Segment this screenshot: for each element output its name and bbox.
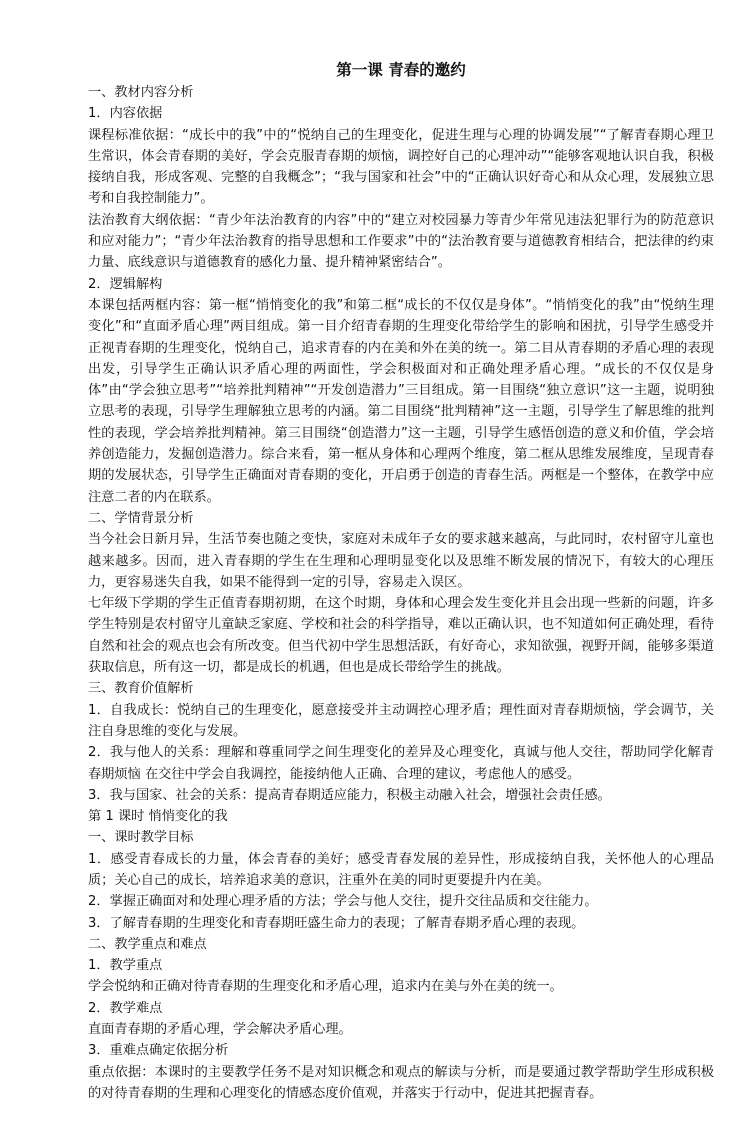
sub-heading: 1．内容依据 [88,106,163,122]
paragraph: 3．我与国家、社会的关系：提高青春期适应能力，积极主动融入社会，增强社会责任感。 [88,787,611,803]
paragraph: 直面青春期的矛盾心理，学会解决矛盾心理。 [88,1022,352,1038]
paragraph: 3．了解青春期的生理变化和青春期旺盛生命力的表现；了解青春期矛盾心理的表现。 [88,915,585,931]
paragraph: 法治教育大纲依据：“青少年法治教育的内容”中的“建立对校园暴力等青少年常见违法犯罪行为的防范意识和应对能力”；“青少年法治教育的指导思想和工作要求”中的“法治教育要与道德教育相结合，把法律的约束力量、底线意识与道德教育的感化力量、提升精神紧密结合”。 [88,212,714,271]
paragraph: 重点依据：本课时的主要教学任务不是对知识概念和观点的解读与分析，而是要通过教学帮助学生形成积极的对待青春期的生理和心理变化的情感态度价值观，并落实于行动中，促进其把握青春。 [88,1064,714,1101]
paragraph: 1．自我成长：悦纳自己的生理变化，愿意接受并主动调控心理矛盾；理性面对青春期烦恼，学会调节，关注自身思维的变化与发展。 [88,702,714,739]
sub-heading: 2．逻辑解构 [88,276,163,292]
section-heading: 二、教学重点和难点 [88,936,207,952]
sub-heading: 1．教学重点 [88,958,163,974]
document-page [88,58,714,1104]
paragraph: 本课包括两框内容：第一框“悄悄变化的我”和第二框“成长的不仅仅是身体”。“悄悄变化的我”由“悦纳生理变化”和“直面矛盾心理”两目组成。第一目介绍青春期的生理变化带给学生的影响和困扰，引导学生感受并正视青春期的生理变化，悦纳自己，追求青春的内在美和外在美的统一。第二目从青春期的矛盾心理的表现出发，引导学生正确认识矛盾心理的两面性，学会积极面对和正确处理矛盾心理。“成长的不仅仅是身体”由“学会独立思考”“培养批判精神”“开发创造潜力”三目组成。第一目围绕“独立意识”这一主题，说明独立思考的表现，引导学生理解独立思考的内涵。第二目围绕“批判精神”这一主题，引导学生了解思维的批判性的表现，学会培养批判精神。第三目围绕“创造潜力”这一主题，引导学生感悟创造的意义和价值，学会培养创造能力，发掘创造潜力。综合来看，第一框从身体和心理两个维度，第二框从思维发展维度，呈现青春期的发展状态，引导学生正确面对青春期的变化，开启勇于创造的青春生活。两框是一个整体，在教学中应注意二者的内在联系。 [88,297,714,505]
lesson-period-heading: 第 1 课时 悄悄变化的我 [88,809,228,825]
paragraph: 当今社会日新月异，生活节奏也随之变快，家庭对未成年子女的要求越来越高，与此同时，农村留守儿童也越来越多。因而，进入青春期的学生在生理和心理明显变化以及思维不断发展的情况下，有较大的心理压力，更容易迷失自我，如果不能得到一定的引导，容易走入误区。 [88,532,714,590]
paragraph: 1．感受青春成长的力量，体会青春的美好；感受青春发展的差异性，形成接纳自我，关怀他人的心理品质；关心自己的成长，培养追求美的意识，注重外在美的同时更要提升内在美。 [88,851,714,888]
section-heading: 三、教育价值解析 [88,681,194,697]
paragraph: 2．我与他人的关系：理解和尊重同学之间生理变化的差异及心理变化，真诚与他人交往，帮助同学化解青春期烦恼 在交往中学会自我调控，能接纳他人正确、合理的建议，考虑他人的感受。 [88,745,714,782]
section-heading: 二、学情背景分析 [88,510,194,526]
lesson-title: 第一课 青春的邀约 [336,61,466,79]
paragraph: 学会悦纳和正确对待青春期的生理变化和矛盾心理，追求内在美与外在美的统一。 [88,979,563,995]
paragraph: 七年级下学期的学生正值青春期初期，在这个时期，身体和心理会发生变化并且会出现一些新的问题，许多学生特别是农村留守儿童缺乏家庭、学校和社会的科学指导，难以正确认识，也不知道如何正确处理，看待自然和社会的观点也会有所改变。但当代初中学生思想活跃，有好奇心，求知欲强，视野开阔，能够多渠道获取信息，所有这一切，都是成长的机遇，但也是成长带给学生的挑战。 [88,596,714,676]
paragraph: 2．掌握正确面对和处理心理矛盾的方法；学会与他人交往，提升交往品质和交往能力。 [88,894,598,910]
paragraph: 课程标准依据：“成长中的我”中的“悦纳自己的生理变化，促进生理与心理的协调发展”“了解青春期心理卫生常识，体会青春期的美好，学会克服青春期的烦恼，调控好自己的心理冲动”“能够客观地认识自我，积极接纳自我，形成客观、完整的自我概念”；“我与国家和社会”中的“正确认识好奇心和从众心理，发展独立思考和自我控制能力”。 [88,127,714,207]
sub-heading: 3．重难点确定依据分析 [88,1043,229,1059]
section-heading: 一、教材内容分析 [88,85,194,100]
sub-heading: 2．教学难点 [88,1000,163,1016]
section-heading: 一、课时教学目标 [88,830,194,846]
